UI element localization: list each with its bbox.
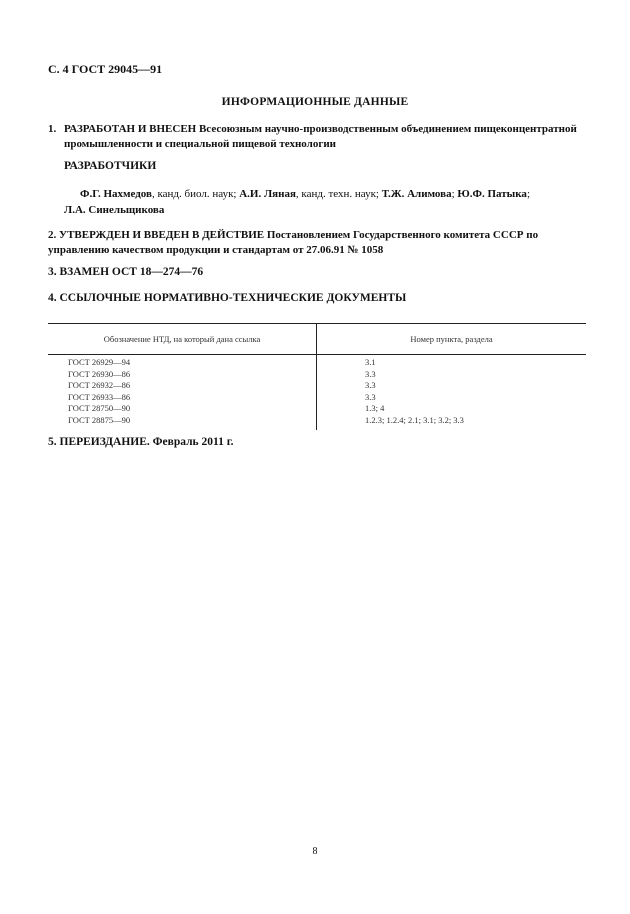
reference-documents-table <box>48 323 586 430</box>
developer-name: А.И. Ляная <box>239 188 296 200</box>
section-1-text: Всесоюзным научно-производственным объединением пищеконцентратной промышленности и специальной пищевой технологии <box>64 123 577 150</box>
table-header-clause: Номер пункта, раздела <box>317 324 587 355</box>
developers-list <box>64 186 594 218</box>
developer-separator: ; <box>526 188 530 200</box>
table-cell-designation: ГОСТ 26930—86 <box>48 369 317 381</box>
table-row <box>48 415 586 430</box>
table-row <box>48 355 586 369</box>
developer-name: Ф.Г. Нахмедов <box>80 188 152 200</box>
developers-heading: РАЗРАБОТЧИКИ <box>64 160 157 172</box>
section-2-text: Постановлением Государственного комитета СССР по управлению качеством продукции и стандартам от 27.06.91 № 1058 <box>48 229 539 256</box>
developer-separator: ; <box>451 188 458 200</box>
section-1 <box>48 122 588 152</box>
section-3: 3. ВЗАМЕН ОСТ 18—274—76 <box>48 266 204 278</box>
section-2-number: 2. <box>48 229 57 241</box>
table-row <box>48 369 586 381</box>
table-cell-clause: 3.1 <box>365 357 376 367</box>
section-1-number: 1. <box>48 123 57 135</box>
table-cell-clause: 1.3; 4 <box>365 403 385 414</box>
table-cell-clause: 3.3 <box>365 391 376 402</box>
table-cell-designation: ГОСТ 26933—86 <box>48 392 317 404</box>
table-cell-designation: ГОСТ 28750—90 <box>48 403 317 415</box>
developer-degree: , канд. техн. наук; <box>295 188 382 200</box>
table-cell-clause: 3.3 <box>365 380 376 391</box>
page-title: ИНФОРМАЦИОННЫЕ ДАННЫЕ <box>221 96 409 108</box>
page-header: С. 4 ГОСТ 29045—91 <box>48 62 163 76</box>
table-row <box>48 380 586 392</box>
developer-degree: , канд. биол. наук; <box>151 188 240 200</box>
developer-name: Л.А. Синельщикова <box>64 204 165 216</box>
table-cell-clause: 1.2.3; 1.2.4; 2.1; 3.1; 3.2; 3.3 <box>365 414 464 425</box>
table-cell-designation: ГОСТ 26929—94 <box>48 355 317 369</box>
table-cell-designation: ГОСТ 28875—90 <box>48 415 317 430</box>
table-cell-clause: 3.3 <box>365 368 376 379</box>
section-1-lead: РАЗРАБОТАН И ВНЕСЕН <box>64 123 197 135</box>
table-row <box>48 403 586 415</box>
table-row <box>48 392 586 404</box>
section-5: 5. ПЕРЕИЗДАНИЕ. Февраль 2011 г. <box>48 436 234 448</box>
developer-name: Т.Ж. Алимова <box>381 188 452 200</box>
page-number: 8 <box>312 846 318 857</box>
developer-name: Ю.Ф. Патыка <box>457 188 527 200</box>
table-cell-designation: ГОСТ 26932—86 <box>48 380 317 392</box>
section-2-lead: УТВЕРЖДЕН И ВВЕДЕН В ДЕЙСТВИЕ <box>59 229 265 241</box>
table-header-designation: Обозначение НТД, на который дана ссылка <box>48 324 317 355</box>
section-2 <box>48 228 588 258</box>
section-4: 4. ССЫЛОЧНЫЕ НОРМАТИВНО-ТЕХНИЧЕСКИЕ ДОКУМЕНТЫ <box>48 292 407 304</box>
